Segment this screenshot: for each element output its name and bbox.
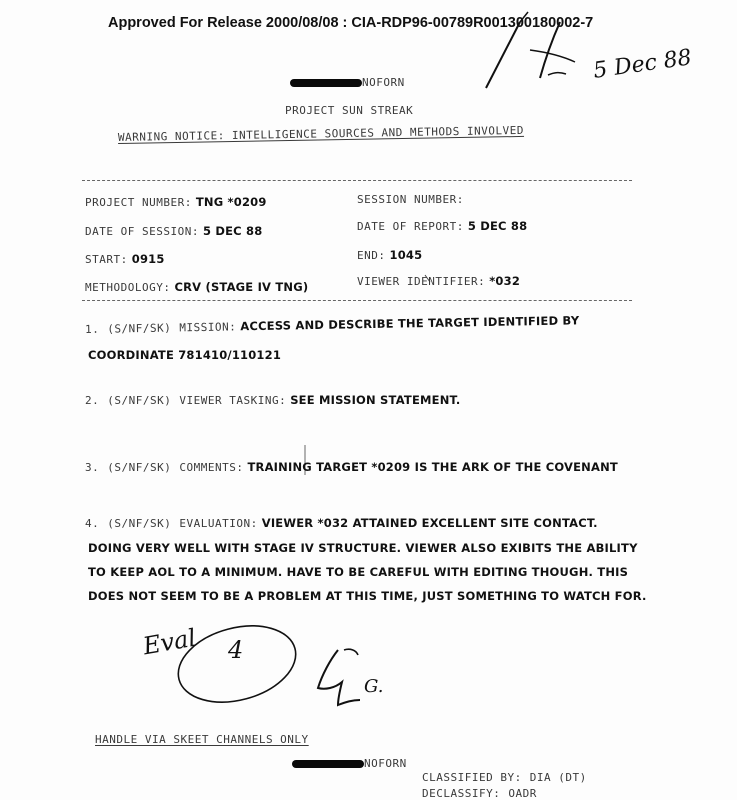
methodology-value: CRV (STAGE IV TNG) bbox=[174, 280, 309, 294]
classification-top: NOFORN bbox=[290, 76, 405, 89]
date-of-report-value: 5 DEC 88 bbox=[467, 219, 528, 233]
redaction-bar bbox=[292, 760, 364, 768]
handle-via: HANDLE VIA SKEET CHANNELS ONLY bbox=[95, 733, 309, 746]
eval-score: 4 bbox=[228, 636, 244, 664]
comments-line: TRAINING TARGET *0209 IS THE ARK OF THE COVENANT bbox=[247, 460, 618, 474]
declassify: DECLASSIFY: OADR bbox=[422, 787, 537, 800]
date-of-session-value: 5 DEC 88 bbox=[202, 224, 263, 238]
evaluation-line-2: DOING VERY WELL WITH STAGE IV STRUCTURE. VIEWER ALSO EXIBITS THE ABILITY bbox=[88, 541, 638, 555]
section-comments: 3. (S/NF/SK) COMMENTS: TRAINING TARGET *0209 IS THE ARK OF THE COVENANT bbox=[85, 460, 618, 474]
classification-bottom: NOFORN bbox=[292, 757, 407, 770]
evaluation-line-4: DOES NOT SEEM TO BE A PROBLEM AT THIS TIME, JUST SOMETHING TO WATCH FOR. bbox=[88, 589, 647, 603]
viewer-tasking-line: SEE MISSION STATEMENT. bbox=[290, 393, 461, 407]
eval-initial: G. bbox=[364, 676, 384, 697]
section-viewer-tasking: 2. (S/NF/SK) VIEWER TASKING: SEE MISSION STATEMENT. bbox=[85, 393, 461, 407]
end-field: END: 1045 bbox=[357, 248, 423, 262]
evaluation-line-1: VIEWER *032 ATTAINED EXCELLENT SITE CONTACT. bbox=[261, 516, 598, 530]
project-number-field: PROJECT NUMBER: TNG *0209 bbox=[85, 195, 267, 209]
section-mission: 1. (S/NF/SK) MISSION: ACCESS AND DESCRIBE THE TARGET IDENTIFIED BY bbox=[84, 313, 580, 336]
project-number-value: TNG *0209 bbox=[195, 195, 267, 209]
section-evaluation: 4. (S/NF/SK) EVALUATION: VIEWER *032 ATTAINED EXCELLENT SITE CONTACT. bbox=[85, 516, 598, 530]
classified-by: CLASSIFIED BY: DIA (DT) bbox=[422, 771, 587, 784]
end-value: 1045 bbox=[389, 248, 423, 262]
divider-top bbox=[82, 180, 632, 181]
start-field: START: 0915 bbox=[85, 252, 165, 266]
redaction-bar bbox=[290, 79, 362, 87]
mission-line-2: COORDINATE 781410/110121 bbox=[88, 348, 282, 362]
viewer-identifier-field: VIEWER IDENTIFIER: *032 bbox=[357, 274, 521, 288]
release-line: Approved For Release 2000/08/08 : CIA-RDP96-00789R001300180002-7 bbox=[108, 15, 594, 31]
viewer-identifier-value: *032 bbox=[489, 274, 521, 288]
handwritten-date: 5 Dec 88 bbox=[591, 45, 694, 84]
start-value: 0915 bbox=[131, 252, 165, 266]
session-number-field: SESSION NUMBER: bbox=[357, 193, 464, 206]
mission-line-1: ACCESS AND DESCRIBE THE TARGET IDENTIFIED BY bbox=[240, 313, 580, 334]
date-of-session-field: DATE OF SESSION: 5 DEC 88 bbox=[85, 224, 263, 238]
eval-word: Eval bbox=[140, 623, 199, 661]
warning-notice: WARNING NOTICE: INTELLIGENCE SOURCES AND METHODS INVOLVED bbox=[117, 123, 525, 144]
methodology-field: METHODOLOGY: CRV (STAGE IV TNG) bbox=[85, 280, 309, 294]
evaluation-line-3: TO KEEP AOL TO A MINIMUM. HAVE TO BE CAREFUL WITH EDITING THOUGH. THIS bbox=[88, 565, 629, 579]
divider-bottom bbox=[82, 300, 632, 301]
date-of-report-field: DATE OF REPORT: 5 DEC 88 bbox=[357, 219, 528, 233]
project-title: PROJECT SUN STREAK bbox=[285, 104, 414, 117]
